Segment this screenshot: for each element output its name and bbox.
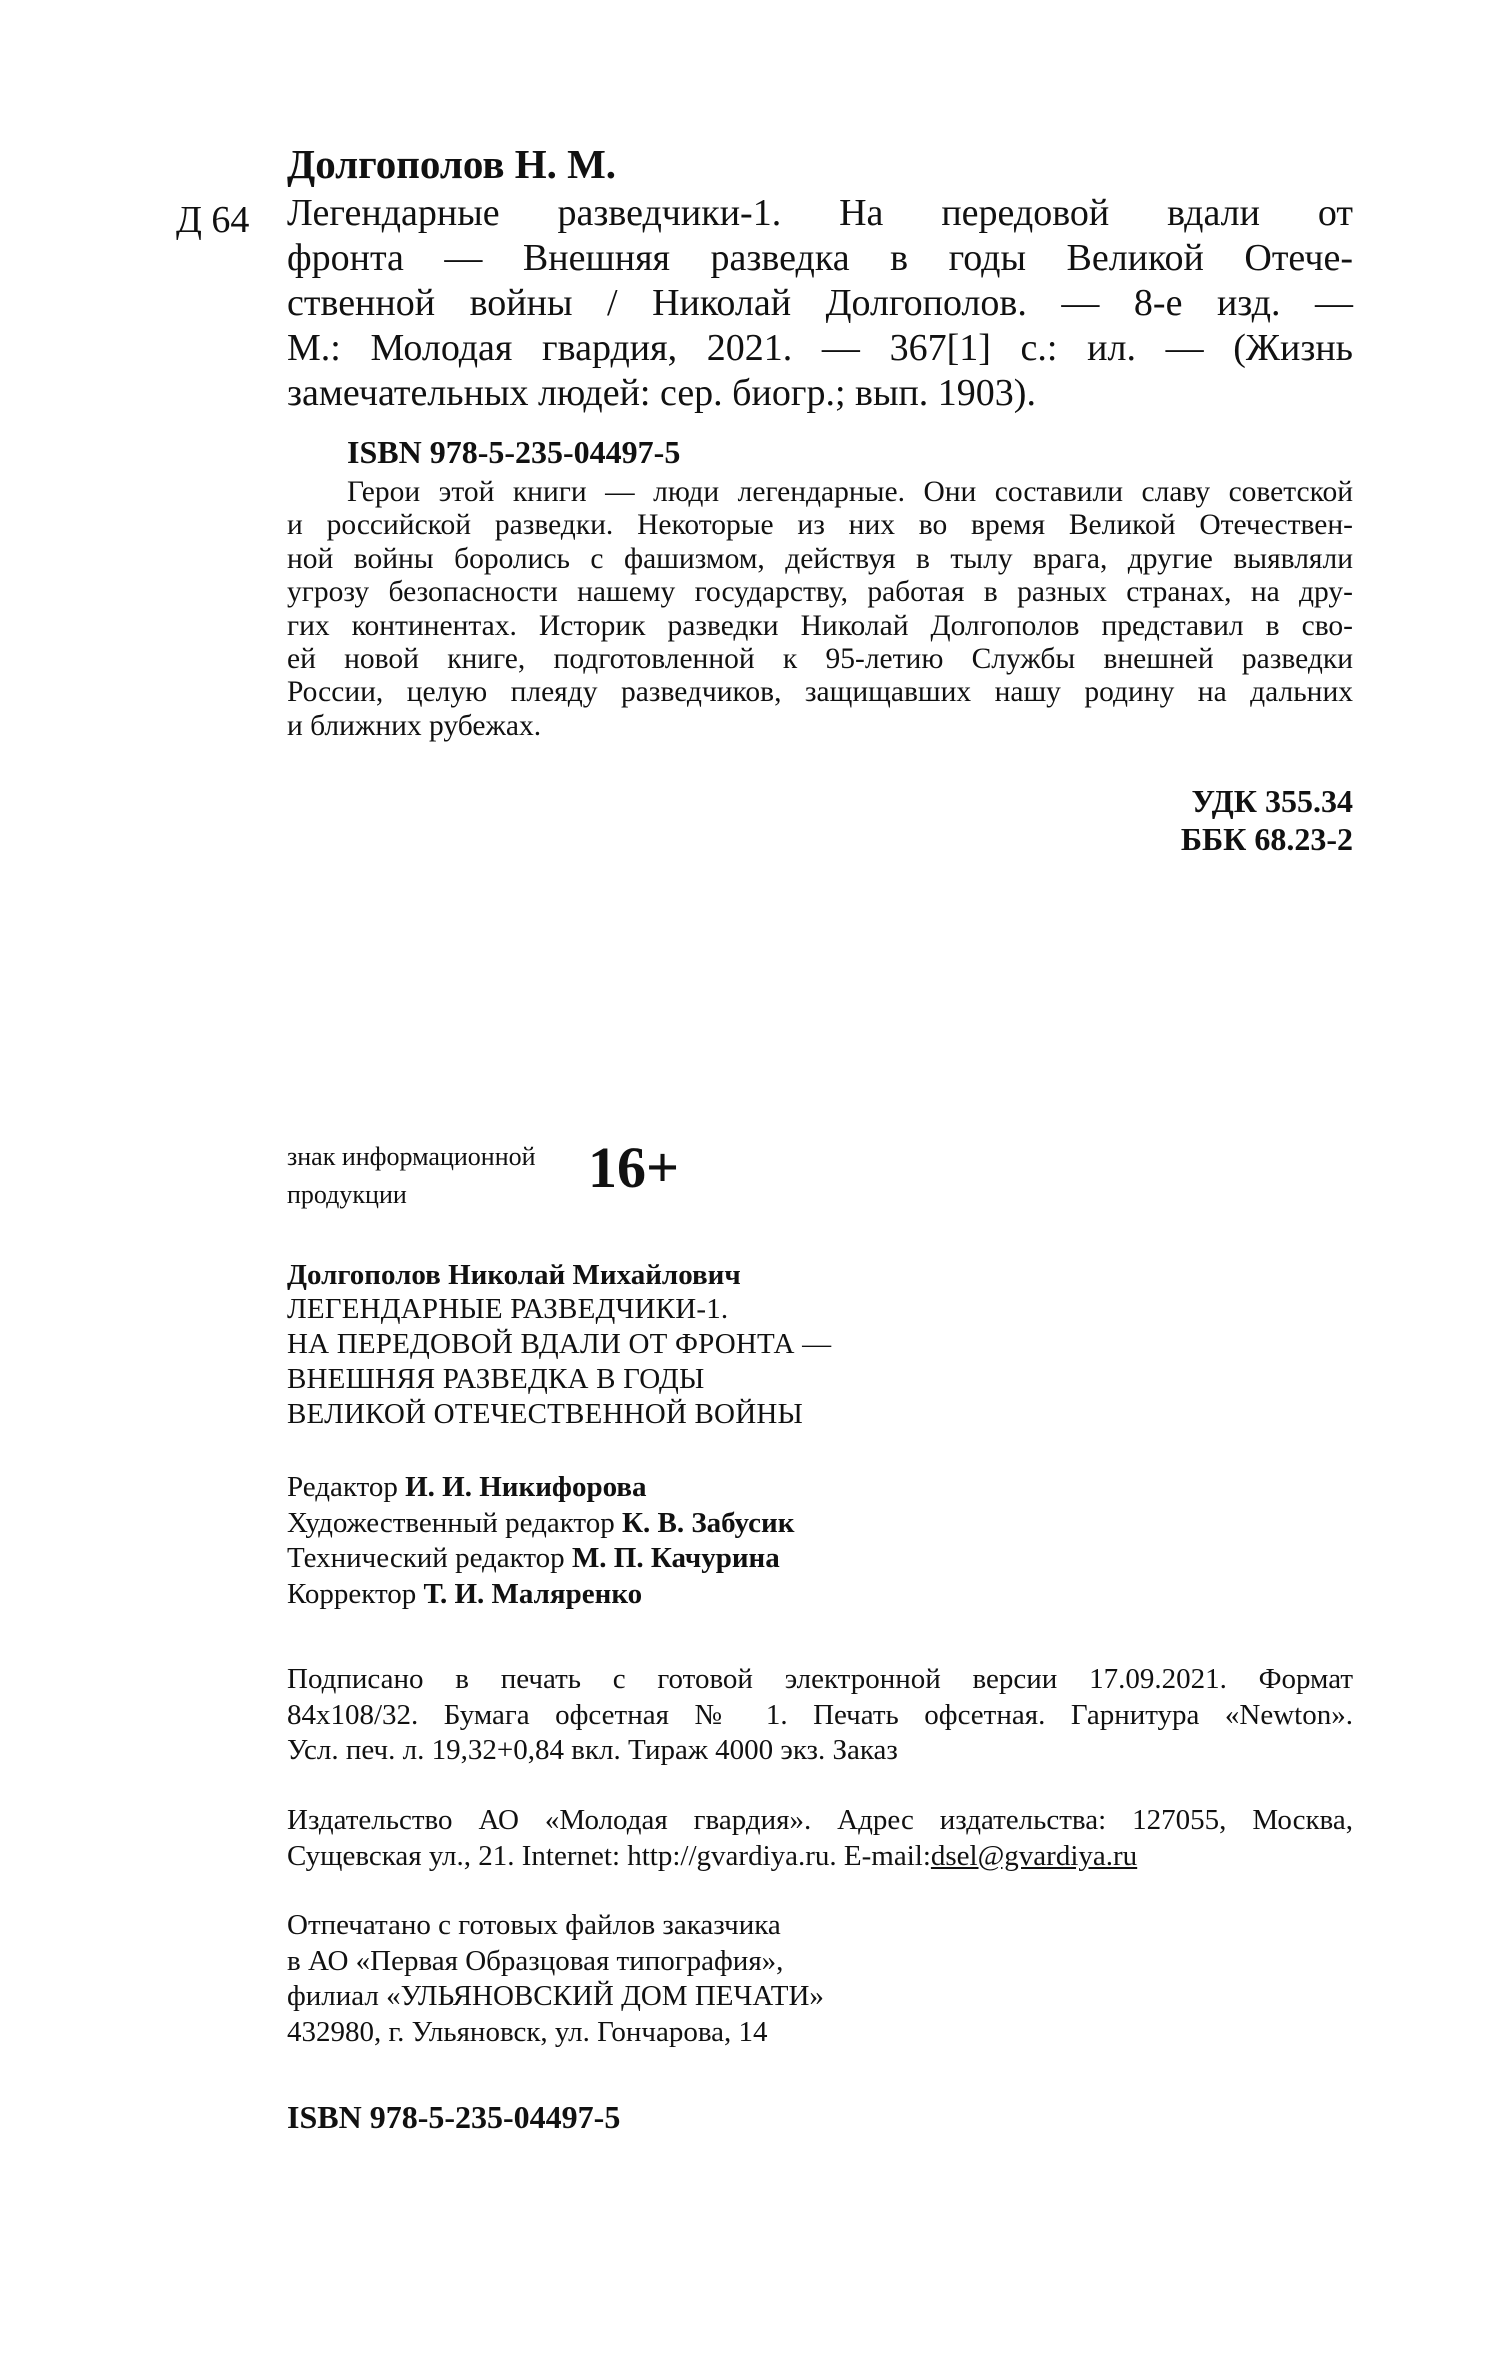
bibliographic-description	[287, 191, 1353, 416]
colophon-title-line: ВЕЛИКОЙ ОТЕЧЕСТВЕННОЙ ВОЙНЫ	[287, 1398, 803, 1430]
annotation-line: ей новой книге, подготовленной к 95-летию Службы внешней разведки	[287, 643, 1353, 676]
staff-entry	[287, 1541, 794, 1577]
publisher-line	[287, 1839, 1353, 1875]
classification-code: Д 64	[176, 199, 250, 241]
print-signoff-line: Подписано в печать с готовой электронной версии 17.09.2021. Формат	[287, 1663, 1353, 1695]
print-signoff-line: 84x108/32. Бумага офсетная № 1. Печать офсетная. Гарнитура «Newton».	[287, 1698, 1353, 1731]
staff-role: Художественный редактор	[287, 1506, 615, 1539]
staff-entry	[287, 1506, 794, 1542]
staff-entry	[287, 1577, 794, 1613]
isbn-record: ISBN 978-5-235-04497-5	[347, 434, 681, 470]
publisher-email-link[interactable]: dsel@gvardiya.ru	[930, 1839, 1138, 1872]
staff-name: И. И. Никифорова	[405, 1471, 647, 1503]
print-signoff	[287, 1662, 1353, 1769]
annotation-line: и ближних рубежах.	[287, 709, 542, 742]
annotation	[287, 476, 1353, 743]
publisher-line: Издательство АО «Молодая гвардия». Адрес издательства: 127055, Москва,	[287, 1804, 1353, 1836]
print-signoff-line: Усл. печ. л. 19,32+0,84 вкл. Тираж 4000 экз. Заказ	[287, 1734, 898, 1766]
annotation-line: и российской разведки. Некоторые из них во время Великой Отечествен-	[287, 509, 1353, 542]
bbk-index: ББК 68.23-2	[1180, 821, 1353, 857]
printer-line: филиал «УЛЬЯНОВСКИЙ ДОМ ПЕЧАТИ»	[287, 1980, 824, 2012]
printer-line: в АО «Первая Образцовая типография»,	[287, 1944, 784, 1977]
biblio-line: ственной войны / Николай Долгополов. — 8-е изд. —	[287, 282, 1353, 324]
biblio-line: замечательных людей: сер. биогр.; вып. 1903).	[287, 372, 1036, 414]
staff-name: М. П. Качурина	[571, 1542, 780, 1574]
colophon-title-line: ВНЕШНЯЯ РАЗВЕДКА В ГОДЫ	[287, 1363, 705, 1395]
biblio-line: Легендарные разведчики-1. На передовой вдали от	[287, 192, 1353, 234]
staff-name: Т. И. Маляренко	[423, 1577, 643, 1610]
printer-line: Отпечатано с готовых файлов заказчика	[287, 1909, 781, 1941]
staff-entry	[287, 1470, 794, 1506]
age-rating-badge: 16+	[588, 1135, 680, 1200]
staff-role: Корректор	[287, 1577, 417, 1610]
publisher-info	[287, 1803, 1353, 1874]
biblio-line: М.: Молодая гвардия, 2021. — 367[1] с.: ил. — (Жизнь	[287, 327, 1353, 369]
isbn-colophon: ISBN 978-5-235-04497-5	[287, 2099, 621, 2135]
udk-index: УДК 355.34	[1191, 783, 1353, 819]
age-sign-label	[287, 1138, 536, 1214]
editorial-staff	[287, 1470, 794, 1612]
classification-indices	[1100, 782, 1353, 858]
author-heading: Долгополов Н. М.	[287, 141, 617, 187]
colophon-author: Долгополов Николай Михайлович	[287, 1259, 741, 1291]
printer-line: 432980, г. Ульяновск, ул. Гончарова, 14	[287, 2015, 768, 2048]
annotation-line: угрозу безопасности нашему государству, работая в разных странах, на дру-	[287, 576, 1353, 609]
staff-name: К. В. Забусик	[621, 1506, 795, 1539]
age-sign-label-line: продукции	[287, 1180, 407, 1209]
printer-info	[287, 1908, 1353, 2050]
colophon-title	[287, 1292, 831, 1432]
biblio-line: фронта — Внешняя разведка в годы Великой Отече-	[287, 237, 1353, 279]
staff-role: Редактор	[287, 1471, 398, 1503]
annotation-line: Герои этой книги — люди легендарные. Они составили славу советской	[347, 476, 1353, 508]
publisher-address: Сущевская ул., 21. Internet: http://gvardiya.ru. E-mail:	[287, 1839, 931, 1872]
annotation-line: ной войны боролись с фашизмом, действуя в тылу врага, другие выявляли	[287, 542, 1353, 575]
annotation-line: России, целую плеяду разведчиков, защищавших нашу родину на дальних	[287, 676, 1353, 709]
annotation-line: гих континентах. Историк разведки Николай Долгополов представил в сво-	[287, 609, 1353, 642]
age-sign-label-line: знак информационной	[287, 1142, 536, 1171]
colophon-title-line: ЛЕГЕНДАРНЫЕ РАЗВЕДЧИКИ-1.	[287, 1293, 729, 1325]
colophon-title-line: НА ПЕРЕДОВОЙ ВДАЛИ ОТ ФРОНТА —	[287, 1328, 832, 1360]
staff-role: Технический редактор	[287, 1542, 565, 1574]
